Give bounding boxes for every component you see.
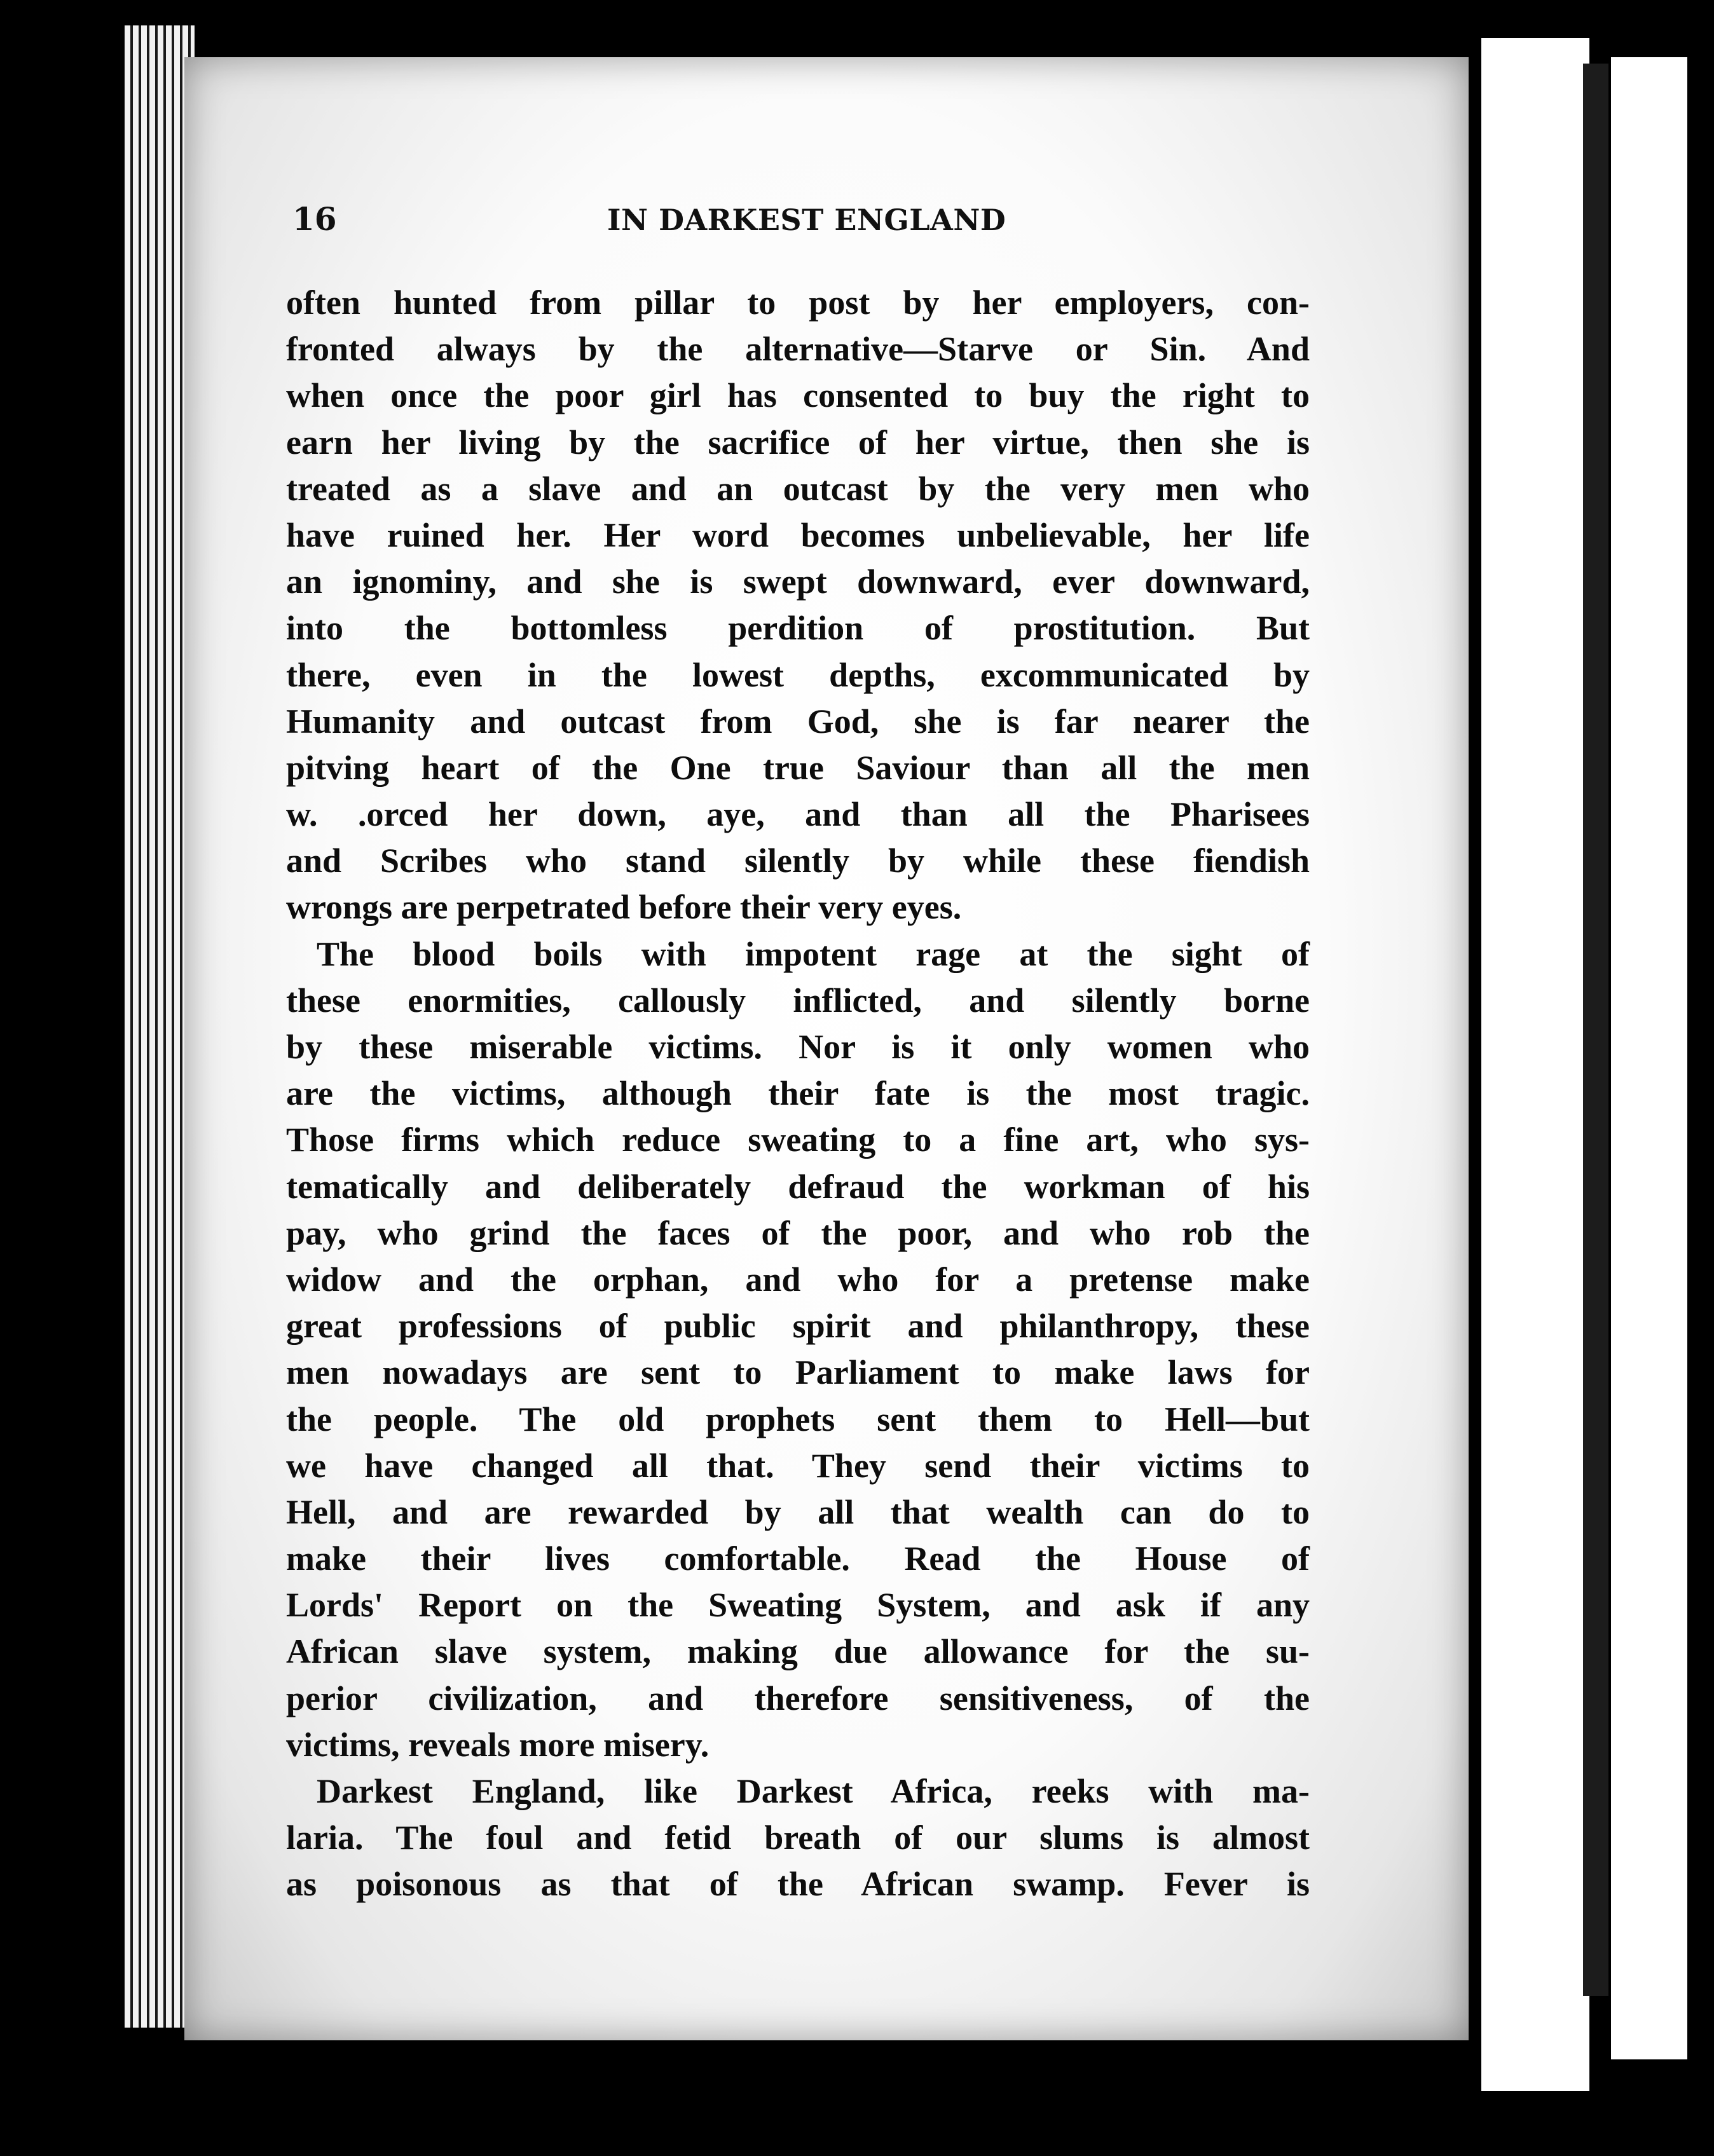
- text-line: into the bottomless perdition of prostitution. But: [286, 609, 1310, 648]
- text-line: victims, reveals more misery.: [286, 1725, 710, 1764]
- facing-page-strip: [1608, 57, 1687, 2059]
- text-line: often hunted from pillar to post by her employers, con-: [286, 283, 1310, 322]
- text-line: and Scribes who stand silently by while these fiendish: [286, 842, 1310, 880]
- text-line: perior civilization, and therefore sensitiveness, of the: [286, 1679, 1310, 1717]
- text-line: great professions of public spirit and philanthropy, these: [286, 1307, 1310, 1346]
- text-line: as poisonous as that of the African swamp. Fever is: [286, 1865, 1310, 1904]
- text-line: there, even in the lowest depths, excommunicated by: [286, 655, 1310, 694]
- text-line: these enormities, callously inflicted, and silently borne: [286, 981, 1310, 1020]
- running-head: IN DARKEST ENGLAND: [607, 203, 1006, 237]
- page-header: [292, 200, 1310, 251]
- text-line: when once the poor girl has consented to buy the right to: [286, 376, 1310, 415]
- text-line: have ruined her. Her word becomes unbelievable, her life: [286, 515, 1310, 554]
- text-line: tematically and deliberately defraud the workman of his: [286, 1167, 1310, 1206]
- text-line: Hell, and are rewarded by all that wealth can do to: [286, 1492, 1310, 1531]
- text-line: The blood boils with impotent rage at the sight of: [317, 934, 1310, 973]
- text-line: treated as a slave and an outcast by the very men who: [286, 469, 1310, 508]
- text-line: Those firms which reduce sweating to a fine art, who sys-: [286, 1121, 1310, 1159]
- text-line: w. .orced her down, aye, and than all the Pharisees: [286, 795, 1310, 834]
- text-line: make their lives comfortable. Read the House of: [286, 1539, 1310, 1578]
- text-line: Lords' Report on the Sweating System, and ask if any: [286, 1586, 1310, 1625]
- text-line: the people. The old prophets sent them to Hell—but: [286, 1400, 1310, 1438]
- text-line: pay, who grind the faces of the poor, and who rob the: [286, 1213, 1310, 1252]
- facing-page-edge: [1481, 38, 1589, 2091]
- text-line: men nowadays are sent to Parliament to make laws for: [286, 1353, 1310, 1392]
- text-line: we have changed all that. They send their victims to: [286, 1446, 1310, 1485]
- text-line: wrongs are perpetrated before their very eyes.: [286, 888, 962, 927]
- text-line: fronted always by the alternative—Starve or Sin. And: [286, 330, 1310, 369]
- text-line: an ignominy, and she is swept downward, ever downward,: [286, 563, 1310, 601]
- book-gutter: [1583, 64, 1608, 1996]
- text-line: Darkest England, like Darkest Africa, reeks with ma-: [317, 1772, 1310, 1810]
- text-line: laria. The foul and fetid breath of our slums is almost: [286, 1818, 1310, 1857]
- text-line: Humanity and outcast from God, she is far nearer the: [286, 702, 1310, 740]
- body-text: [286, 280, 1310, 1908]
- text-line: African slave system, making due allowance for the su-: [286, 1632, 1310, 1671]
- page-number: 16: [292, 200, 337, 238]
- text-line: earn her living by the sacrifice of her virtue, then she is: [286, 423, 1310, 461]
- text-line: widow and the orphan, and who for a pretense make: [286, 1260, 1310, 1299]
- text-line: are the victims, although their fate is the most tragic.: [286, 1074, 1310, 1113]
- text-line: pitving heart of the One true Saviour than all the men: [286, 748, 1310, 787]
- text-line: by these miserable victims. Nor is it only women who: [286, 1028, 1310, 1066]
